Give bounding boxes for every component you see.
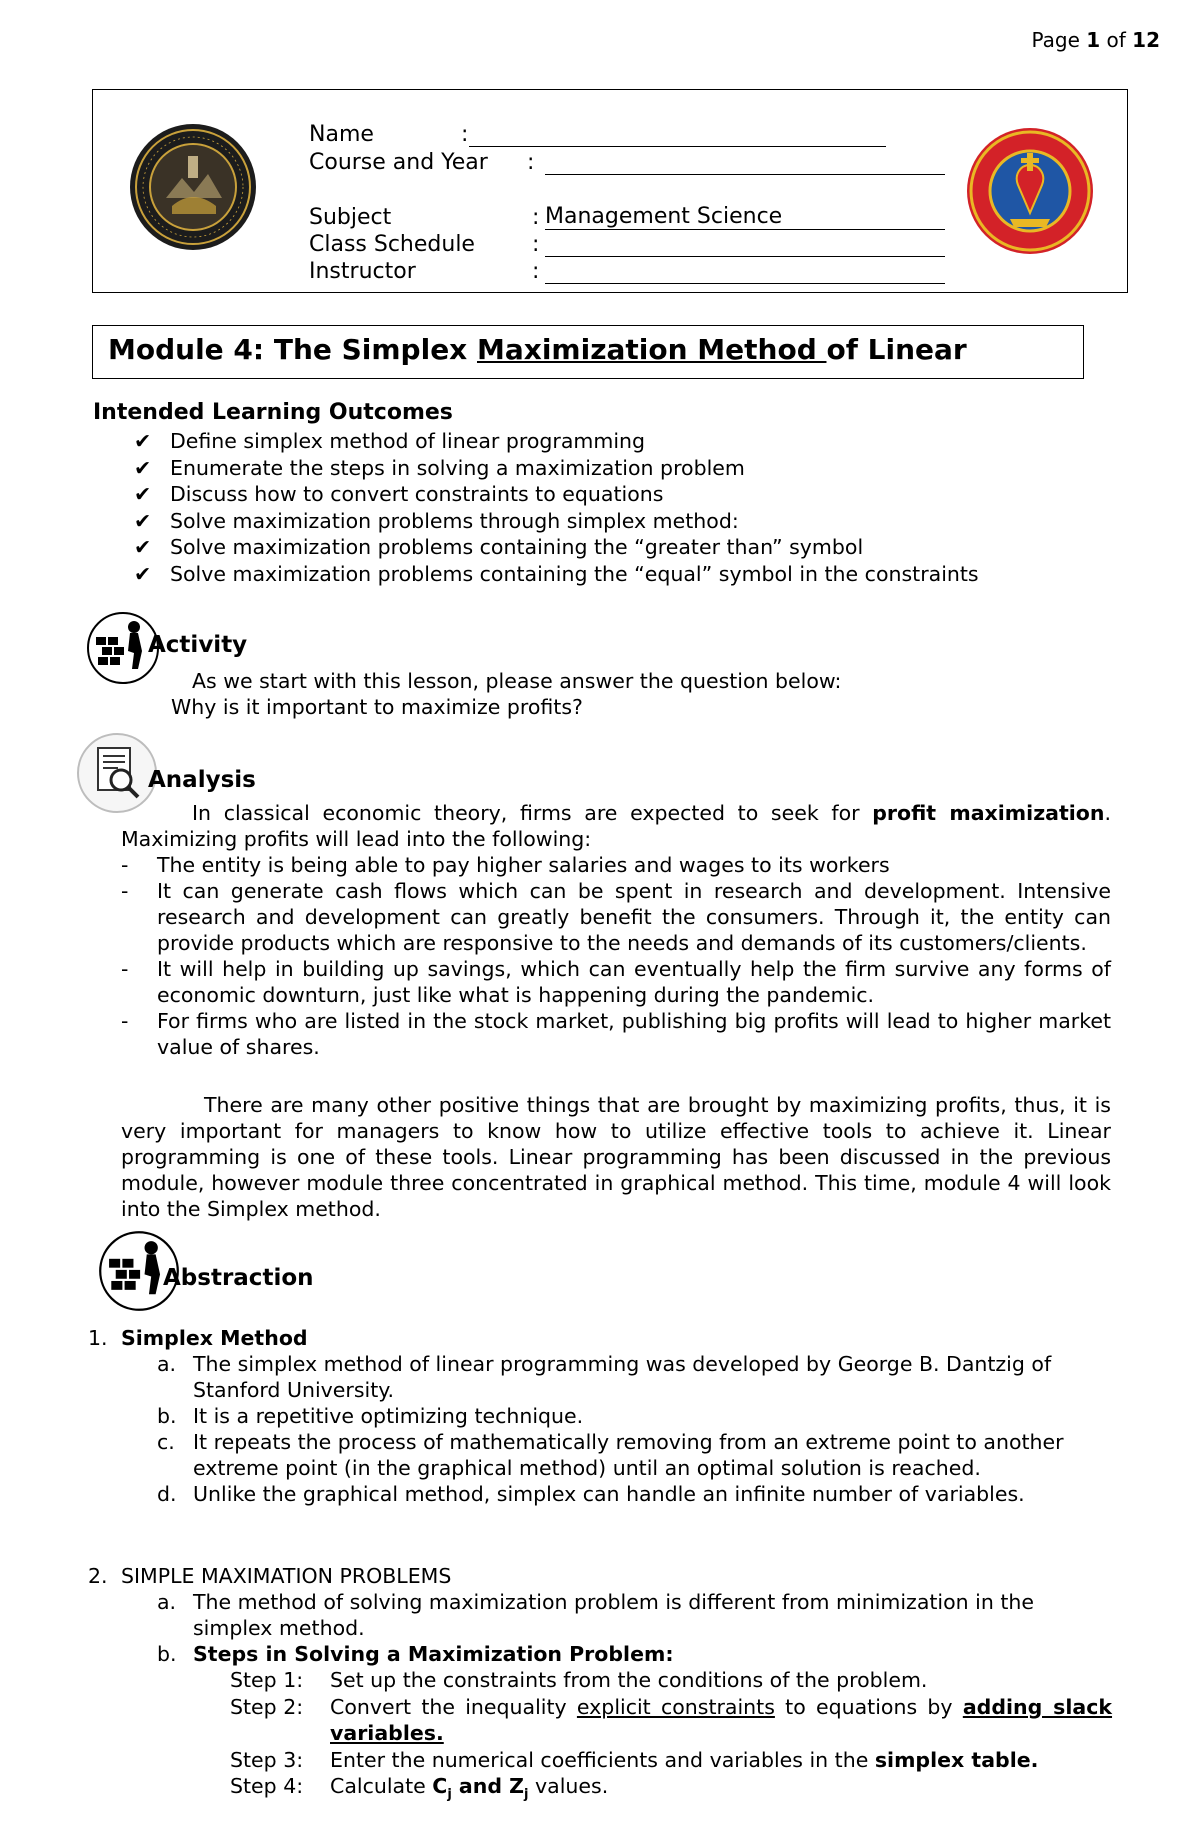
analysis-intro: In classical economic theory, firms are expected to seek for profit maximization. Maximizing profits will lead into the following: [121,801,1111,851]
activity-heading: Activity [148,632,248,658]
course-year-colon: : [527,150,535,175]
subject-field: Management Science [545,205,945,230]
analysis-bullet: - It can generate cash flows which can be spent in research and development. Intensive research and development can greatly benefit the consumers. Through it, the entity can provide products which are responsive to the needs and demands of its customers/clients. [121,879,1111,955]
analysis-bullets [121,852,1111,1060]
analysis-bullet: - For firms who are listed in the stock market, publishing big profits will lead to higher market value of shares. [121,1009,1111,1059]
section-2-number: 2. [88,1564,108,1588]
check-mark-icon: ✔ [134,561,152,586]
name-field[interactable] [469,122,886,147]
ilo-item: ✔ Enumerate the steps in solving a maximization problem [134,455,745,480]
section-1-title: Simplex Method [121,1326,308,1350]
list-item: c. It repeats the process of mathematically removing from an extreme point to another extreme point (in the graphical method) until an optimal solution is reached. [157,1430,1064,1480]
list-item: a. The simplex method of linear programming was developed by George B. Dantzig of Stanford University. [157,1352,1052,1402]
step-row: Step 3: Enter the numerical coefficients and variables in the simplex table. [230,1747,1039,1772]
maximization-list [157,1589,1077,1667]
check-mark-icon: ✔ [134,482,152,506]
check-mark-icon: ✔ [134,508,152,533]
course-year-field[interactable] [545,150,945,175]
section-2-title: SIMPLE MAXIMATION PROBLEMS [121,1564,452,1588]
ilo-item: ✔ Discuss how to convert constraints to equations [134,482,664,506]
ilo-heading: Intended Learning Outcomes [93,400,453,425]
list-item: b. Steps in Solving a Maximization Problem: [157,1642,674,1666]
class-schedule-field[interactable] [545,232,945,257]
list-item: b. It is a repetitive optimizing technique. [157,1404,584,1428]
college-seal-logo [128,118,258,256]
instructor-label: Instructor [309,259,416,284]
analysis-heading: Analysis [148,767,256,793]
simplex-method-list [157,1351,1077,1507]
list-item: a. The method of solving maximization problem is different from minimization in the simplex method. [157,1590,1035,1640]
check-mark-icon: ✔ [134,455,152,480]
analysis-closing: There are many other positive things that are brought by maximizing profits, thus, it is very important for managers to know how to utilize effective tools to achieve it. Linear programming is one of these tools. Linear programming has been discussed in the previous module, however module three concentrated in graphical method. This time, module 4 will look into the Simplex method. [121,1093,1111,1221]
ilo-item: ✔ Solve maximization problems containing the “greater than” symbol [134,535,864,559]
instructor-field[interactable] [545,259,945,284]
step-row: Step 1: Set up the constraints from the conditions of the problem. [230,1668,928,1692]
ilo-item: ✔ Solve maximization problems containing the “equal” symbol in the constraints [134,561,979,586]
abstraction-heading: Abstraction [163,1265,314,1291]
activity-line-2: Why is it important to maximize profits? [171,695,583,719]
analysis-bullet: - The entity is being able to pay higher salaries and wages to its workers [121,853,890,877]
ilo-list [134,428,979,587]
cor-jesu-college-logo [966,123,1094,259]
step-row: Step 2: Convert the inequality explicit constraints to equations by adding slack variables. [230,1694,1113,1745]
module-title: Module 4: The Simplex Maximization Method of Linear [108,333,967,366]
class-schedule-label: Class Schedule [309,232,475,257]
step-row: Step 4: Calculate $C_j$ and $Z_j$ values. [230,1774,609,1803]
check-mark-icon: ✔ [134,429,152,453]
name-colon: : [461,122,469,147]
steps-list [230,1667,1112,1809]
instructor-colon: : [532,259,540,284]
list-item: d. Unlike the graphical method, simplex can handle an infinite number of variables. [157,1482,1025,1506]
check-mark-icon: ✔ [134,535,152,559]
class-schedule-colon: : [532,232,540,257]
page-number: Page 1 of 12 [1031,28,1160,52]
ilo-item: ✔ Define simplex method of linear programming [134,429,646,453]
activity-line-1: As we start with this lesson, please answer the question below: [192,669,842,693]
subject-colon: : [532,205,540,230]
name-label: Name [309,122,374,147]
ilo-item: ✔ Solve maximization problems through simplex method: [134,508,739,533]
course-year-label: Course and Year [309,150,488,175]
section-1-number: 1. [88,1326,108,1350]
subject-label: Subject [309,205,392,230]
analysis-bullet: - It will help in building up savings, which can eventually help the firm survive any forms of economic downturn, just like what is happening during the pandemic. [121,957,1111,1007]
